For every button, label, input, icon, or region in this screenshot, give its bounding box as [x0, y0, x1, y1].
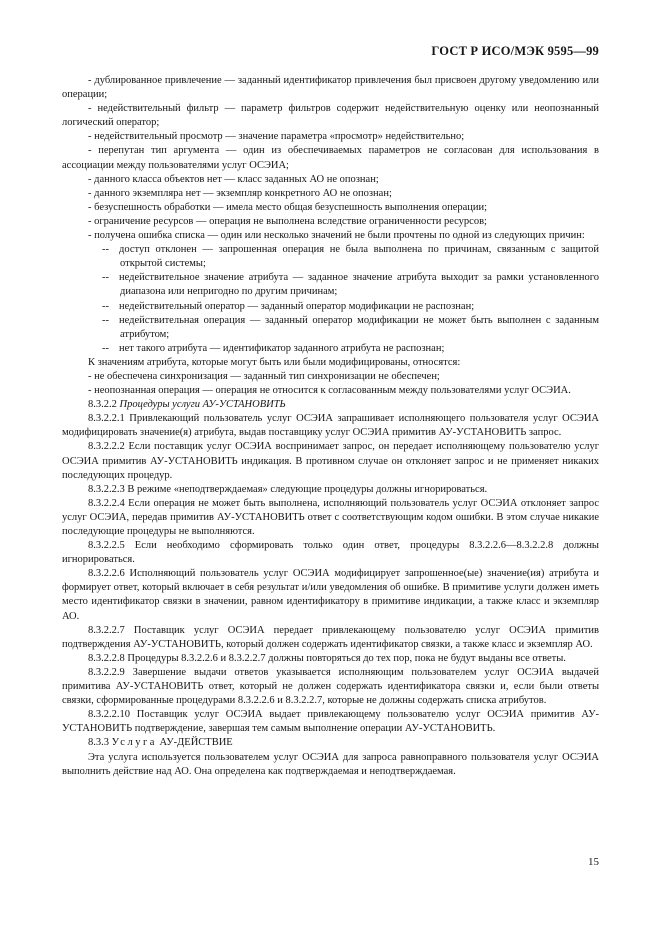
item-unrecognized-operation: - неопознанная операция — операция не относится к согласованным между пользователями услуг ОСЭИА. — [88, 385, 571, 397]
item-list-error: - получена ошибка списка — один или несколько значений не были прочтены по одной из следующих причин: — [88, 230, 585, 242]
subitem-no-such-attribute: -- нет такого атрибута — идентификатор заданного атрибута не распознан; — [102, 342, 445, 354]
item-invalid-scope: - недействительный просмотр — значение параметра «просмотр» недействительно; — [88, 131, 465, 143]
clause-8-3-2-2-2: 8.3.2.2.2 Если поставщик услуг ОСЭИА воспринимает запрос, он передает исполняющему пользователю услуг ОСЭИА примитив АУ-УСТАНОВИТЬ индикация. В противном случае он отклоняет запрос и не применяет никаких последующих процедур. — [62, 441, 599, 481]
document-header: ГОСТ Р ИСО/МЭК 9595—99 — [431, 44, 599, 58]
page-body — [62, 74, 599, 779]
clause-8-3-2-2-3: 8.3.2.2.3 В режиме «неподтверждаемая» следующие процедуры должны игнорироваться. — [88, 483, 488, 495]
clause-8-3-2-2-8: 8.3.2.2.8 Процедуры 8.3.2.2.6 и 8.3.2.2.7 должны повторяться до тех пор, пока не будут выданы все ответы. — [88, 652, 566, 664]
clause-8-3-2-2-9: 8.3.2.2.9 Завершение выдачи ответов указывается исполняющим пользователем услуг ОСЭИА выдачей примитива АУ-УСТАНОВИТЬ ответ, который не должен содержать идентификатора связки и, если были ответы связки, сформированные процедурами 8.3.2.2.6 и 8.3.2.2.7, которые не должны содержать списка атрибутов. — [62, 666, 599, 707]
paragraph-action-service: Эта услуга используется пользователем услуг ОСЭИА для запроса равноправного пользователя услуг ОСЭИА выполнить действие над АО. Она определена как подтверждаемая и неподтверждаемая. — [62, 751, 599, 777]
item-resource-limitation: - ограничение ресурсов — операция не выполнена вследствие ограниченности ресурсов; — [88, 215, 487, 227]
item-duplicated-invocation: - дублированное привлечение — заданный идентификатор привлечения был присвоен другому уведомлению или операции; — [62, 75, 599, 101]
clause-8-3-2-2-5: 8.3.2.2.5 Если необходимо сформировать только один ответ, процедуры 8.3.2.2.6—8.3.2.2.8 должны игнорироваться. — [62, 540, 599, 566]
section-heading-8-3-2-2: 8.3.2.2 Процедуры услуги АУ-УСТАНОВИТЬ — [88, 399, 286, 411]
item-invalid-filter: - недействительный фильтр — параметр фильтров содержит недействительную оценку или неопознанный логический оператор; — [62, 103, 599, 129]
clause-8-3-2-2-7: 8.3.2.2.7 Поставщик услуг ОСЭИА передает привлекающему пользователю услуг ОСЭИА примитив подтверждения АУ-УСТАНОВИТЬ, который должен содержать идентификатор связки, а также класс и экземпляр АО. — [62, 624, 599, 650]
clause-8-3-2-2-6: 8.3.2.2.6 Исполняющий пользователь услуг ОСЭИА модифицирует запрошенное(ые) значение(ия) атрибута и формирует ответ, который включает в себя результат и/или уведомления об ошибке. В примитиве услуги должен иметь место идентификатор связки в значении, равном идентификатору в примитиве индикации, а также класс и экземпляр АО. — [62, 568, 599, 622]
subitem-access-denied: -- доступ отклонен — запрошенная операция не была выполнена по причинам, связанным с защитой открытой системы; — [102, 244, 599, 270]
subitem-invalid-operation: -- недействительная операция — заданный оператор модификации не может быть выполнен с заданным атрибутом; — [102, 314, 599, 340]
subitem-invalid-attribute-value: -- недействительное значение атрибута — заданное значение атрибута выходит за рамки установленного диапазона или непригодно по другим причинам; — [102, 272, 599, 298]
section-heading-8-3-3: 8.3.3 Услуга АУ-ДЕЙСТВИЕ — [88, 737, 233, 749]
item-mistyped-argument: - перепутан тип аргумента — один из обеспечиваемых параметров не согласован для использования в ассоциации между пользователями услуг ОСЭИА; — [62, 145, 599, 171]
page-number: 15 — [588, 856, 599, 868]
clause-8-3-2-2-10: 8.3.2.2.10 Поставщик услуг ОСЭИА выдает привлекающему пользователю услуг ОСЭИА примитив АУ-УСТАНОВИТЬ подтверждение, завершая тем самым выполнение операции АУ-УСТАНОВИТЬ. — [62, 709, 599, 735]
item-no-such-object-class: - данного класса объектов нет — класс заданных АО не опознан; — [88, 173, 379, 185]
clause-8-3-2-2-1: 8.3.2.2.1 Привлекающий пользователь услуг ОСЭИА запрашивает исполняющего пользователя услуг ОСЭИА модифицировать значение(я) атрибута, выдав поставщику услуг ОСЭИА примитив АУ-УСТАНОВИТЬ запрос. — [62, 413, 599, 439]
item-processing-failure: - безуспешность обработки — имела место общая безуспешность выполнения операции; — [88, 201, 488, 213]
clause-8-3-2-2-4: 8.3.2.2.4 Если операция не может быть выполнена, исполняющий пользователь услуг ОСЭИА отклоняет запрос услуг ОСЭИА, передав примитив АУ-УСТАНОВИТЬ ответ с соответствующим кодом ошибки. В этом случае никакие последующие процедуры не выполняются. — [62, 497, 599, 537]
paragraph-attribute-values: К значениям атрибута, которые могут быть или были модифицированы, относятся: — [88, 356, 461, 368]
item-sync-not-supported: - не обеспечена синхронизация — заданный тип синхронизации не обеспечен; — [88, 370, 440, 382]
subitem-invalid-operator: -- недействительный оператор — заданный оператор модификации не распознан; — [102, 300, 475, 312]
item-no-such-object-instance: - данного экземпляра нет — экземпляр конкретного АО не опознан; — [88, 187, 392, 199]
